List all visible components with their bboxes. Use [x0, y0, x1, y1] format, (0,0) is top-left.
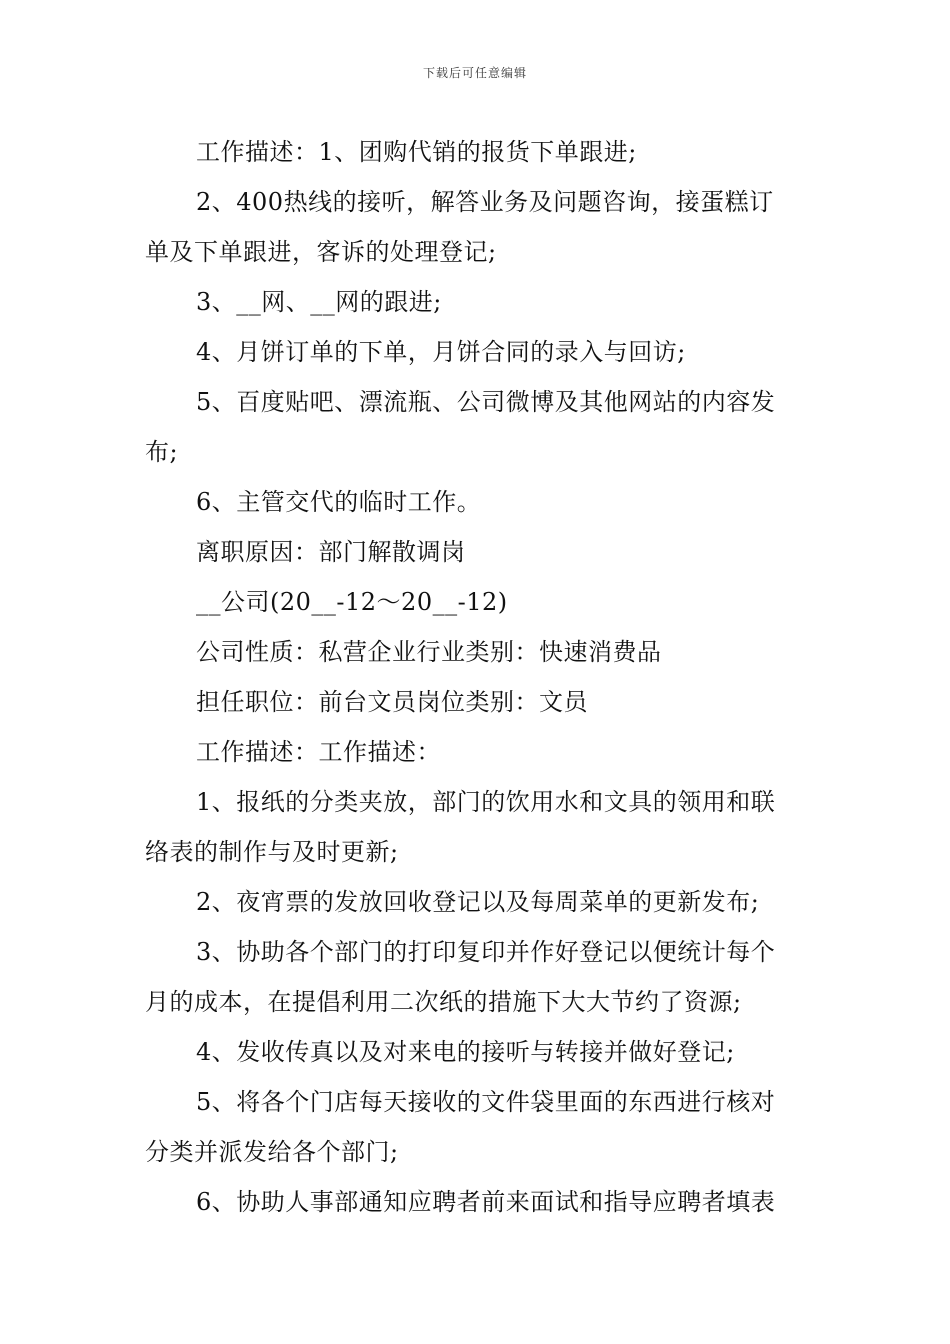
body-line-6: 5、百度贴吧、漂流瓶、公司微博及其他网站的内容发: [196, 388, 776, 416]
page-header: 下载后可任意编辑: [422, 66, 527, 80]
body-line-17: 3、协助各个部门的打印复印并作好登记以便统计每个: [196, 938, 776, 966]
body-line-2: 2、400热线的接听，解答业务及问题咨询，接蛋糕订: [196, 188, 774, 216]
body-line-15: 络表的制作与及时更新;: [145, 838, 399, 866]
body-line-11: 公司性质：私营企业行业类别：快速消费品: [196, 638, 662, 666]
body-line-19: 4、发收传真以及对来电的接听与转接并做好登记;: [196, 1038, 735, 1066]
body-line-9: 离职原因：部门解散调岗: [196, 538, 466, 566]
body-line-4: 3、__网、__网的跟进;: [196, 288, 442, 316]
body-line-7: 布;: [145, 438, 179, 466]
body-line-13: 工作描述：工作描述：: [196, 738, 441, 766]
body-line-16: 2、夜宵票的发放回收登记以及每周菜单的更新发布;: [196, 888, 760, 916]
body-line-18: 月的成本，在提倡利用二次纸的措施下大大节约了资源;: [145, 988, 742, 1016]
body-line-5: 4、月饼订单的下单，月饼合同的录入与回访;: [196, 338, 686, 366]
body-line-22: 6、协助人事部通知应聘者前来面试和指导应聘者填表: [196, 1188, 776, 1216]
body-line-8: 6、主管交代的临时工作。: [196, 488, 482, 516]
body-line-3: 单及下单跟进，客诉的处理登记;: [145, 238, 497, 266]
body-line-1: 工作描述：1、团购代销的报货下单跟进;: [196, 138, 637, 166]
body-line-14: 1、报纸的分类夹放，部门的饮用水和文具的领用和联: [196, 788, 776, 816]
body-line-10: __公司(20__-12～20__-12): [196, 588, 508, 616]
document-body: [145, 127, 807, 1227]
body-line-20: 5、将各个门店每天接收的文件袋里面的东西进行核对: [196, 1088, 776, 1116]
body-line-12: 担任职位：前台文员岗位类别：文员: [196, 688, 588, 716]
body-line-21: 分类并派发给各个部门;: [145, 1138, 399, 1166]
